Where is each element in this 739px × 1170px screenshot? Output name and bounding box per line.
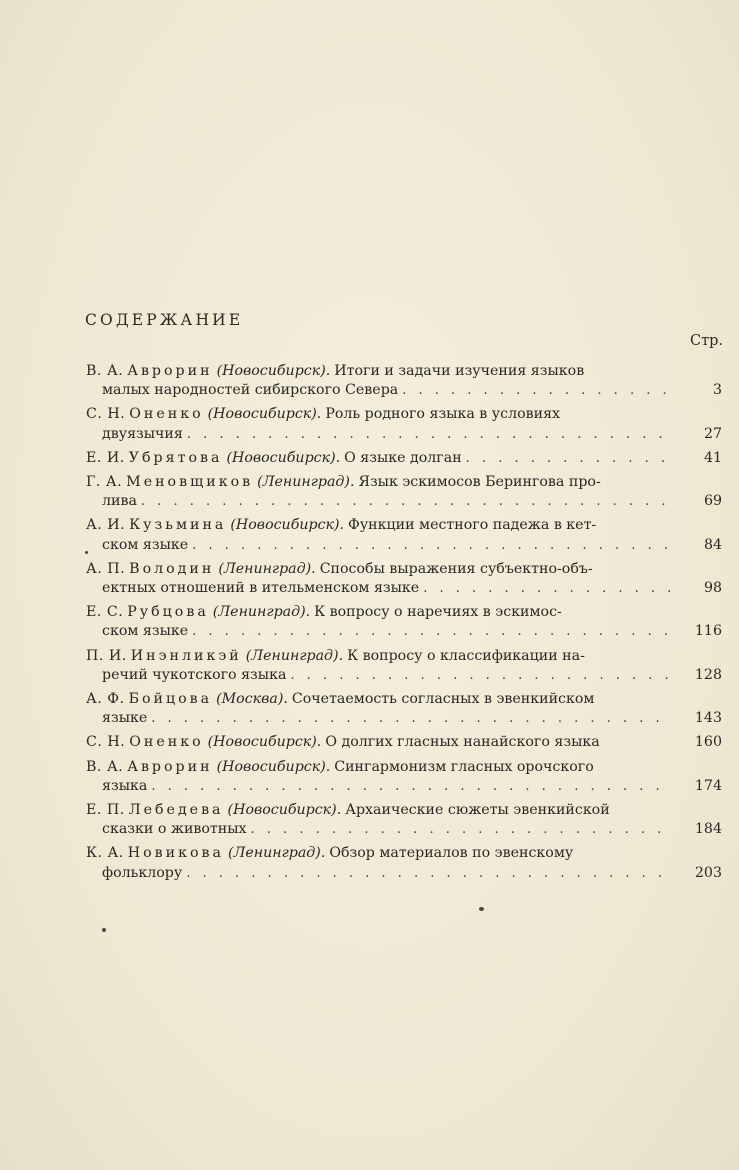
- dot-leader: [151, 709, 672, 728]
- page-number: 84: [703, 536, 722, 553]
- dot-leader: [402, 381, 672, 400]
- article-title: К вопросу о наречиях в эскимос-: [314, 604, 562, 621]
- paper-speck: [102, 928, 106, 932]
- author-initials: Е. С.: [86, 604, 124, 621]
- toc-entry[interactable]: [86, 758, 722, 796]
- dot-leader: [466, 449, 672, 468]
- toc-entry[interactable]: [86, 516, 722, 554]
- table-of-contents: [86, 362, 722, 888]
- toc-entry[interactable]: [86, 362, 722, 400]
- article-title-continued: языке: [102, 710, 148, 727]
- page-number: 160: [694, 734, 722, 751]
- author-city: (Новосибирск).: [216, 363, 331, 379]
- article-title: Функции местного падежа в кет-: [348, 517, 597, 534]
- author-surname: Новикова: [127, 845, 224, 862]
- article-title-continued: лива: [102, 493, 137, 510]
- paper-speck: [479, 907, 484, 911]
- author-surname: Кузьмина: [129, 517, 227, 534]
- article-title: Сингармонизм гласных орочского: [334, 758, 594, 775]
- page-number: 69: [703, 493, 722, 510]
- toc-entry[interactable]: [86, 405, 722, 443]
- page-number: 174: [694, 777, 722, 794]
- contents-heading: СОДЕРЖАНИЕ: [85, 311, 244, 329]
- page-number: 143: [694, 710, 722, 727]
- author-initials: А. Ф.: [86, 691, 125, 708]
- author-city: (Ленинград).: [245, 647, 344, 664]
- page-number: 203: [694, 864, 722, 881]
- article-title: Итоги и задачи изучения языков: [334, 363, 585, 379]
- author-surname: Володин: [129, 560, 215, 577]
- dot-leader: [151, 777, 672, 796]
- toc-entry[interactable]: [86, 449, 722, 468]
- toc-entry[interactable]: [86, 733, 722, 752]
- article-title: Обзор материалов по эвенскому: [329, 845, 574, 862]
- toc-entry[interactable]: [86, 560, 722, 598]
- author-city: (Ленинград).: [257, 474, 355, 491]
- article-title: К вопросу о классификации на-: [347, 647, 585, 664]
- dot-leader: [290, 666, 672, 685]
- dot-leader: [186, 864, 672, 883]
- page-number: 98: [703, 580, 722, 597]
- article-title: Способы выражения субъектно-объ-: [319, 560, 593, 577]
- author-initials: К. А.: [86, 845, 124, 862]
- author-city: (Новосибирск).: [216, 758, 331, 775]
- dot-leader: [423, 579, 672, 598]
- toc-entry[interactable]: [86, 844, 722, 882]
- page-number: 41: [703, 449, 722, 466]
- page-number: 184: [694, 821, 722, 838]
- author-initials: С. Н.: [86, 406, 126, 423]
- dot-leader: [187, 425, 672, 444]
- author-surname: Инэнликэй: [130, 647, 242, 664]
- author-surname: Бойцова: [128, 691, 213, 708]
- article-title-continued: речий чукотского языка: [102, 666, 287, 683]
- pages-column-label: Стр.: [690, 333, 724, 349]
- page-number: 3: [712, 382, 722, 399]
- author-initials: В. А.: [86, 363, 124, 379]
- article-title-continued: ском языке: [102, 536, 189, 553]
- article-title: Архаические сюжеты эвенкийской: [345, 802, 610, 819]
- author-initials: А. П.: [86, 560, 126, 577]
- article-title: О языке долган: [344, 449, 462, 466]
- author-city: (Новосибирск).: [207, 734, 322, 751]
- author-initials: А. И.: [86, 517, 126, 534]
- author-surname: Аврорин: [127, 363, 213, 379]
- article-title: Сочетаемость согласных в эвенкийском: [291, 691, 595, 708]
- author-initials: Е. И.: [86, 449, 125, 466]
- article-title-continued: ектных отношений в ительменском языке: [102, 580, 420, 597]
- author-surname: Лебедева: [128, 802, 224, 819]
- author-city: (Новосибирск).: [230, 517, 345, 534]
- toc-entry[interactable]: [86, 473, 722, 511]
- article-title-continued: двуязычия: [102, 425, 183, 442]
- author-city: (Новосибирск).: [207, 406, 322, 423]
- author-initials: С. Н.: [86, 734, 126, 751]
- author-surname: Убрятова: [128, 449, 223, 466]
- article-title-continued: сказки о животных: [102, 821, 247, 838]
- article-title-continued: фольклору: [102, 864, 183, 881]
- author-initials: В. А.: [86, 758, 124, 775]
- author-city: (Ленинград).: [212, 604, 311, 621]
- dot-leader: [192, 536, 672, 555]
- author-city: (Москва).: [216, 691, 288, 708]
- author-surname: Меновщиков: [126, 474, 254, 491]
- page-number: 116: [694, 623, 722, 640]
- article-title: О долгих гласных нанайского языка: [325, 734, 600, 751]
- toc-entry[interactable]: [86, 801, 722, 839]
- author-city: (Ленинград).: [227, 845, 326, 862]
- author-city: (Новосибирск).: [227, 802, 342, 819]
- article-title: Язык эскимосов Берингова про-: [358, 474, 601, 491]
- author-city: (Ленинград).: [218, 560, 316, 577]
- toc-entry[interactable]: [86, 647, 722, 685]
- toc-entry[interactable]: [86, 603, 722, 641]
- page-number: 27: [703, 425, 722, 442]
- article-title-continued: ском языке: [102, 623, 189, 640]
- dot-leader: [192, 622, 672, 641]
- paper-speck: [85, 551, 88, 554]
- dot-leader: [251, 820, 672, 839]
- article-title-continued: языка: [102, 777, 148, 794]
- page-number: 128: [694, 666, 722, 683]
- article-title-continued: малых народностей сибирского Севера: [102, 382, 399, 399]
- author-initials: Г. А.: [86, 474, 123, 491]
- author-surname: Рубцова: [127, 604, 209, 621]
- author-surname: Оненко: [129, 734, 204, 751]
- author-initials: П. И.: [86, 647, 127, 664]
- author-surname: Аврорин: [127, 758, 213, 775]
- article-title: Роль родного языка в условиях: [325, 406, 561, 423]
- author-initials: Е. П.: [86, 802, 125, 819]
- toc-entry[interactable]: [86, 690, 722, 728]
- dot-leader: [141, 492, 672, 511]
- author-city: (Новосибирск).: [226, 449, 341, 466]
- author-surname: Оненко: [129, 406, 204, 423]
